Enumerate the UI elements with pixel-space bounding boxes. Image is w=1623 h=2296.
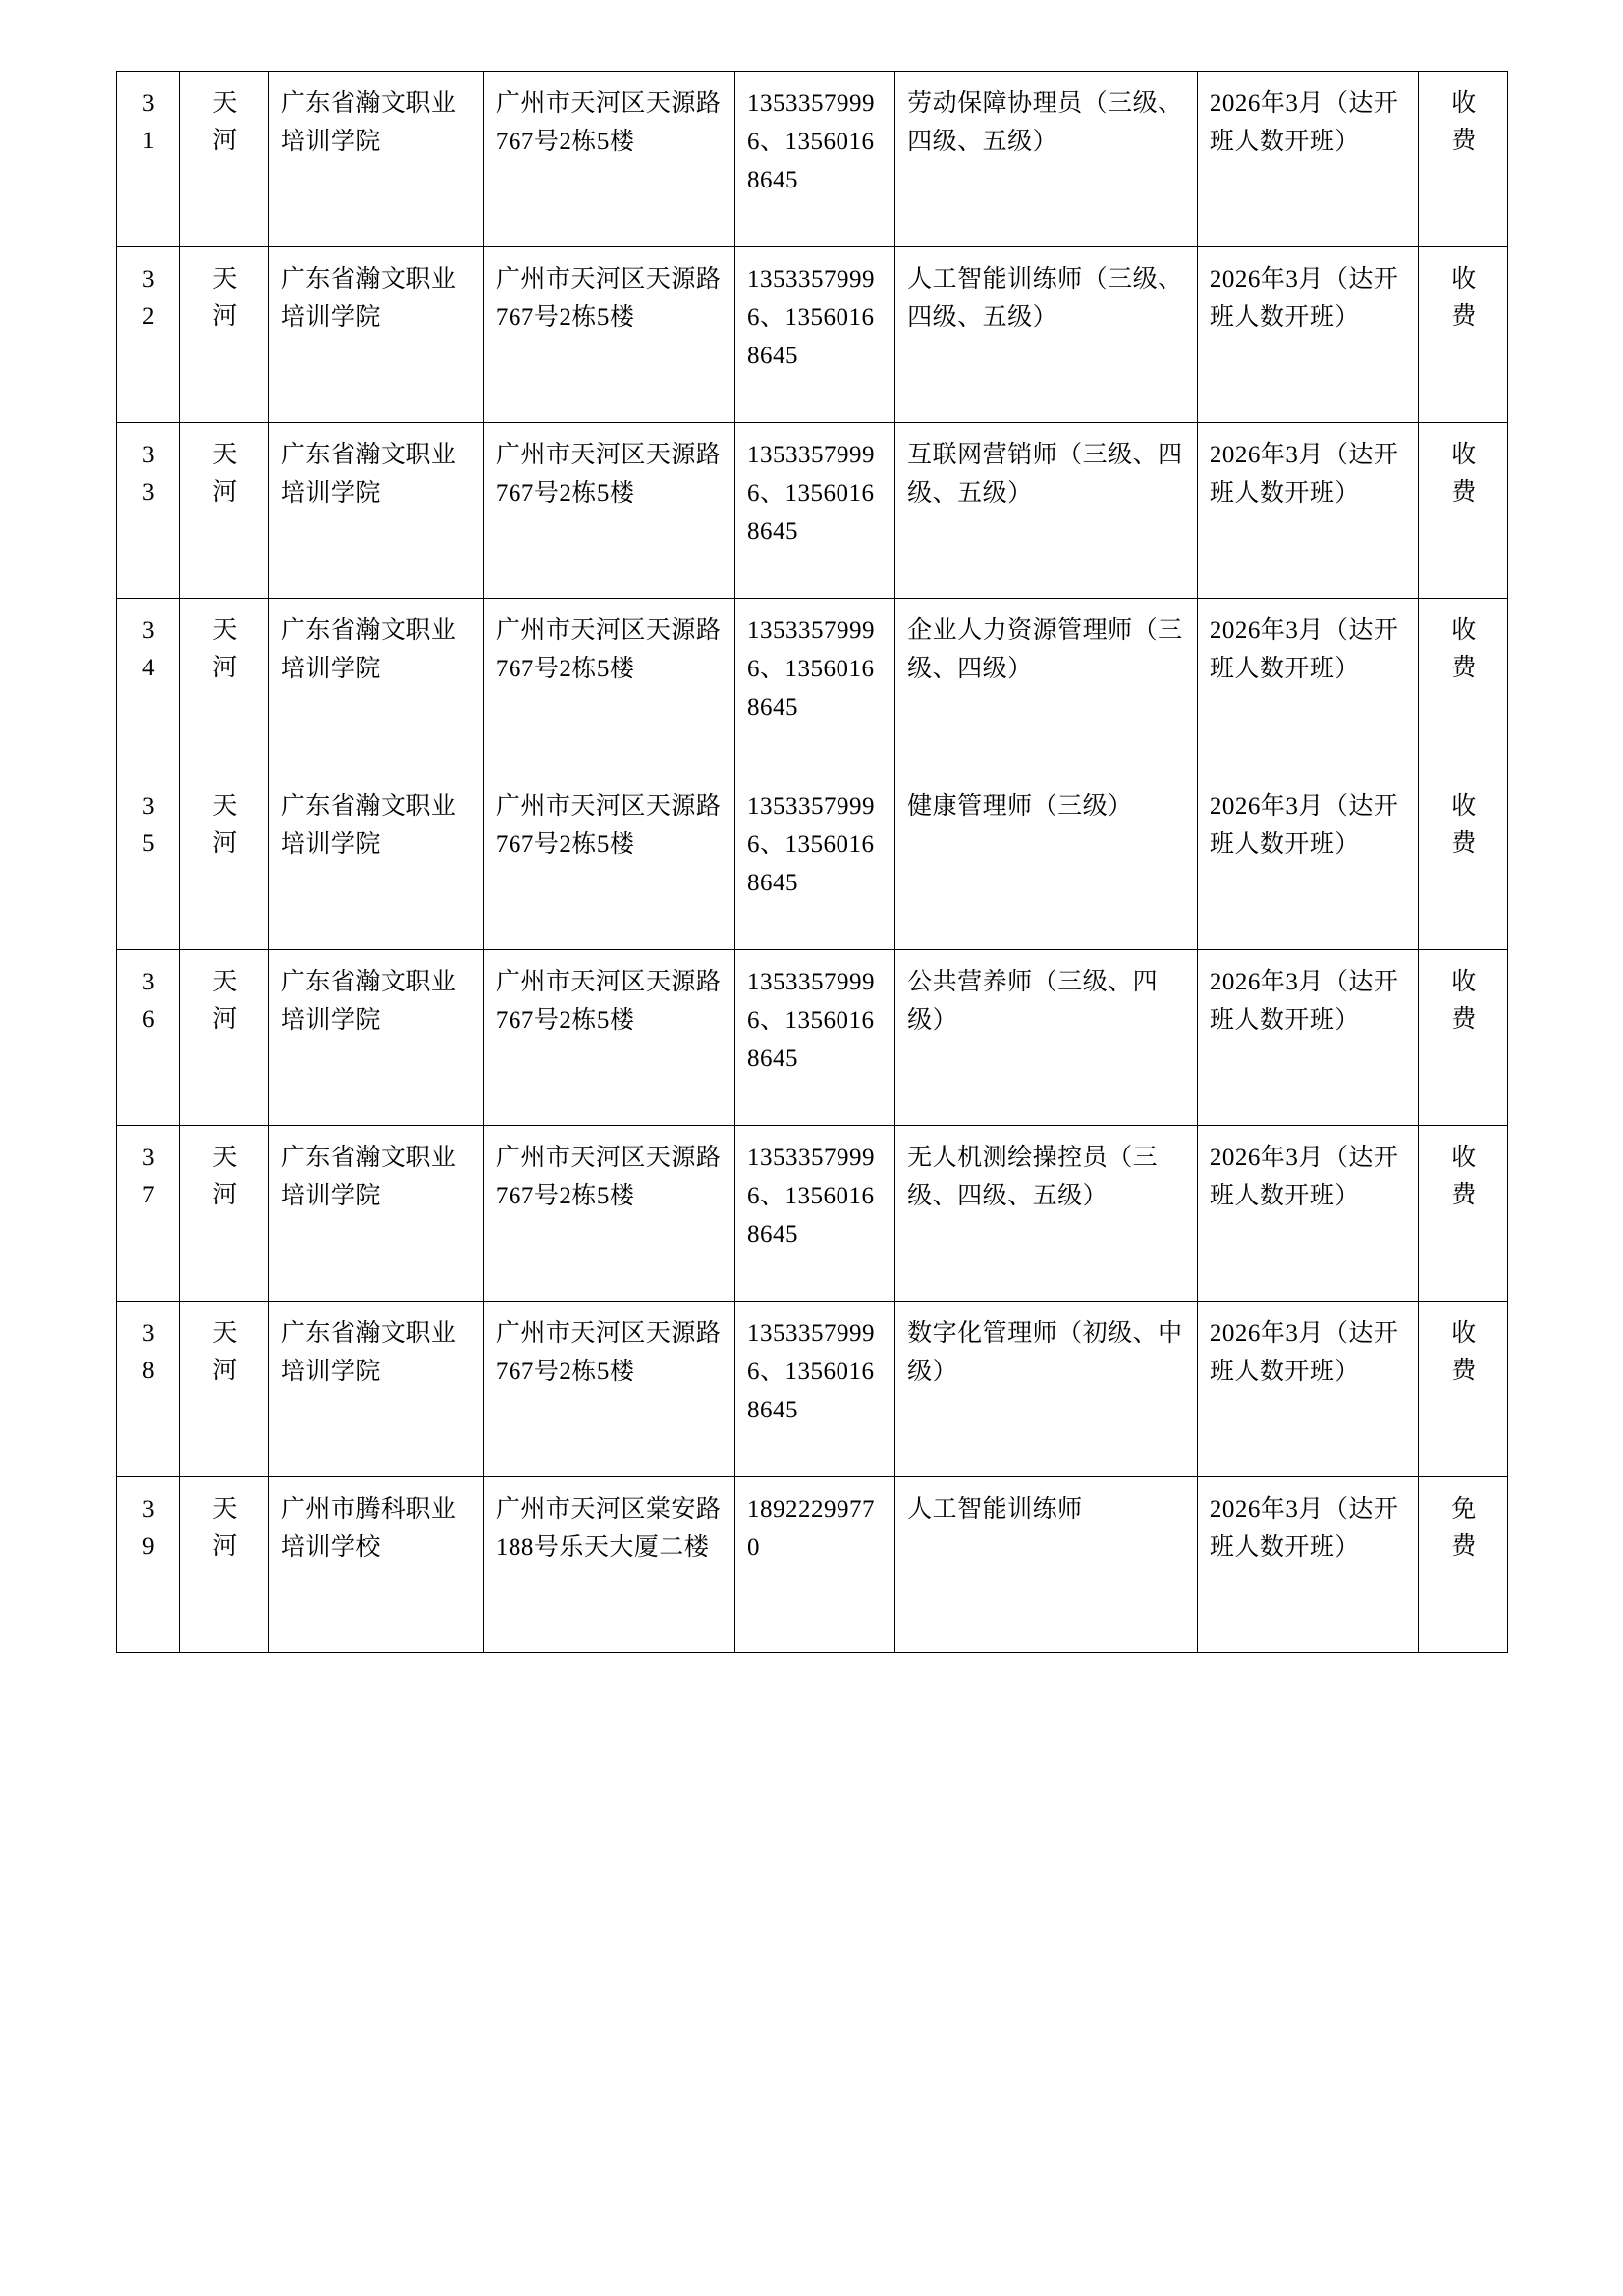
table-row	[117, 774, 1508, 950]
district-cell	[180, 950, 269, 1126]
table-row	[117, 1126, 1508, 1302]
district-cell	[180, 774, 269, 950]
row-index	[117, 1126, 180, 1302]
row-index	[117, 423, 180, 599]
fee-char: 免	[1451, 1496, 1477, 1522]
start-time-cell: 2026年3月（达开班人数开班）	[1197, 423, 1418, 599]
row-index-digit: 7	[142, 1181, 156, 1208]
district-char: 天	[212, 266, 238, 293]
fee-cell	[1419, 423, 1508, 599]
fee-char: 费	[1451, 1181, 1477, 1208]
address-cell: 广州市天河区天源路767号2栋5楼	[483, 1302, 734, 1477]
district-char: 天	[212, 90, 238, 117]
district-char: 天	[212, 1320, 238, 1347]
phone-cell: 13533579996、13560168645	[734, 599, 894, 774]
row-index-digit: 3	[142, 1496, 156, 1522]
row-index-digit: 5	[142, 829, 156, 857]
course-cell: 劳动保障协理员（三级、四级、五级）	[895, 72, 1198, 247]
district-char: 天	[212, 617, 238, 644]
fee-char: 收	[1451, 969, 1477, 995]
row-index-digit: 8	[142, 1357, 156, 1384]
row-index	[117, 247, 180, 423]
start-time-cell: 2026年3月（达开班人数开班）	[1197, 1302, 1418, 1477]
district-cell	[180, 1126, 269, 1302]
row-index-digit: 3	[142, 90, 156, 117]
row-index	[117, 774, 180, 950]
phone-cell: 13533579996、13560168645	[734, 1302, 894, 1477]
row-index-digit: 4	[142, 654, 156, 681]
fee-char: 费	[1451, 1005, 1477, 1033]
training-programs-table	[116, 71, 1508, 1653]
table-body	[117, 72, 1508, 1653]
row-index-digit: 1	[142, 127, 156, 154]
address-cell: 广州市天河区天源路767号2栋5楼	[483, 599, 734, 774]
district-char: 河	[212, 1005, 238, 1033]
row-index	[117, 1477, 180, 1653]
fee-cell	[1419, 774, 1508, 950]
organization-cell: 广东省瀚文职业培训学院	[268, 1126, 483, 1302]
address-cell: 广州市天河区天源路767号2栋5楼	[483, 72, 734, 247]
fee-cell	[1419, 1477, 1508, 1653]
address-cell: 广州市天河区棠安路188号乐天大厦二楼	[483, 1477, 734, 1653]
address-cell: 广州市天河区天源路767号2栋5楼	[483, 774, 734, 950]
course-cell: 互联网营销师（三级、四级、五级）	[895, 423, 1198, 599]
phone-cell: 13533579996、13560168645	[734, 950, 894, 1126]
organization-cell: 广州市腾科职业培训学校	[268, 1477, 483, 1653]
district-char: 天	[212, 1145, 238, 1171]
fee-char: 收	[1451, 617, 1477, 644]
district-char: 河	[212, 1532, 238, 1560]
course-cell: 无人机测绘操控员（三级、四级、五级）	[895, 1126, 1198, 1302]
fee-char: 费	[1451, 1532, 1477, 1560]
fee-char: 费	[1451, 1357, 1477, 1384]
district-char: 河	[212, 1357, 238, 1384]
table-row	[117, 423, 1508, 599]
course-cell: 健康管理师（三级）	[895, 774, 1198, 950]
start-time-cell: 2026年3月（达开班人数开班）	[1197, 950, 1418, 1126]
table-row	[117, 1302, 1508, 1477]
row-index-digit: 9	[142, 1532, 156, 1560]
fee-char: 收	[1451, 442, 1477, 468]
start-time-cell: 2026年3月（达开班人数开班）	[1197, 599, 1418, 774]
row-index	[117, 72, 180, 247]
fee-char: 费	[1451, 829, 1477, 857]
row-index-digit: 3	[142, 1145, 156, 1171]
table-row	[117, 950, 1508, 1126]
district-char: 河	[212, 127, 238, 154]
district-char: 天	[212, 442, 238, 468]
fee-cell	[1419, 599, 1508, 774]
district-char: 天	[212, 1496, 238, 1522]
organization-cell: 广东省瀚文职业培训学院	[268, 423, 483, 599]
fee-char: 收	[1451, 90, 1477, 117]
phone-cell: 13533579996、13560168645	[734, 774, 894, 950]
district-cell	[180, 72, 269, 247]
phone-cell: 13533579996、13560168645	[734, 72, 894, 247]
fee-cell	[1419, 72, 1508, 247]
organization-cell: 广东省瀚文职业培训学院	[268, 599, 483, 774]
row-index-digit: 3	[142, 442, 156, 468]
course-cell: 企业人力资源管理师（三级、四级）	[895, 599, 1198, 774]
organization-cell: 广东省瀚文职业培训学院	[268, 1302, 483, 1477]
fee-char: 收	[1451, 1320, 1477, 1347]
fee-char: 费	[1451, 478, 1477, 506]
row-index-digit: 6	[142, 1005, 156, 1033]
course-cell: 人工智能训练师（三级、四级、五级）	[895, 247, 1198, 423]
phone-cell: 13533579996、13560168645	[734, 423, 894, 599]
fee-cell	[1419, 1302, 1508, 1477]
course-cell: 人工智能训练师	[895, 1477, 1198, 1653]
row-index-digit: 3	[142, 1320, 156, 1347]
organization-cell: 广东省瀚文职业培训学院	[268, 774, 483, 950]
phone-cell: 18922299770	[734, 1477, 894, 1653]
district-char: 天	[212, 793, 238, 820]
address-cell: 广州市天河区天源路767号2栋5楼	[483, 423, 734, 599]
start-time-cell: 2026年3月（达开班人数开班）	[1197, 247, 1418, 423]
address-cell: 广州市天河区天源路767号2栋5楼	[483, 1126, 734, 1302]
district-cell	[180, 247, 269, 423]
district-cell	[180, 1302, 269, 1477]
fee-cell	[1419, 1126, 1508, 1302]
district-cell	[180, 599, 269, 774]
fee-char: 费	[1451, 654, 1477, 681]
fee-char: 费	[1451, 127, 1477, 154]
start-time-cell: 2026年3月（达开班人数开班）	[1197, 1126, 1418, 1302]
row-index-digit: 3	[142, 793, 156, 820]
fee-char: 收	[1451, 266, 1477, 293]
organization-cell: 广东省瀚文职业培训学院	[268, 72, 483, 247]
district-char: 天	[212, 969, 238, 995]
row-index-digit: 3	[142, 478, 156, 506]
phone-cell: 13533579996、13560168645	[734, 1126, 894, 1302]
district-char: 河	[212, 829, 238, 857]
fee-cell	[1419, 950, 1508, 1126]
address-cell: 广州市天河区天源路767号2栋5楼	[483, 247, 734, 423]
row-index-digit: 3	[142, 969, 156, 995]
row-index	[117, 1302, 180, 1477]
fee-cell	[1419, 247, 1508, 423]
organization-cell: 广东省瀚文职业培训学院	[268, 950, 483, 1126]
district-cell	[180, 1477, 269, 1653]
district-cell	[180, 423, 269, 599]
course-cell: 公共营养师（三级、四级）	[895, 950, 1198, 1126]
district-char: 河	[212, 478, 238, 506]
row-index-digit: 3	[142, 266, 156, 293]
table-row	[117, 599, 1508, 774]
district-char: 河	[212, 1181, 238, 1208]
fee-char: 收	[1451, 793, 1477, 820]
organization-cell: 广东省瀚文职业培训学院	[268, 247, 483, 423]
row-index-digit: 2	[142, 302, 156, 330]
fee-char: 收	[1451, 1145, 1477, 1171]
district-char: 河	[212, 302, 238, 330]
table-row	[117, 72, 1508, 247]
row-index	[117, 599, 180, 774]
start-time-cell: 2026年3月（达开班人数开班）	[1197, 1477, 1418, 1653]
row-index	[117, 950, 180, 1126]
table-row	[117, 1477, 1508, 1653]
phone-cell: 13533579996、13560168645	[734, 247, 894, 423]
start-time-cell: 2026年3月（达开班人数开班）	[1197, 774, 1418, 950]
start-time-cell: 2026年3月（达开班人数开班）	[1197, 72, 1418, 247]
table-row	[117, 247, 1508, 423]
fee-char: 费	[1451, 302, 1477, 330]
district-char: 河	[212, 654, 238, 681]
address-cell: 广州市天河区天源路767号2栋5楼	[483, 950, 734, 1126]
course-cell: 数字化管理师（初级、中级）	[895, 1302, 1198, 1477]
row-index-digit: 3	[142, 617, 156, 644]
